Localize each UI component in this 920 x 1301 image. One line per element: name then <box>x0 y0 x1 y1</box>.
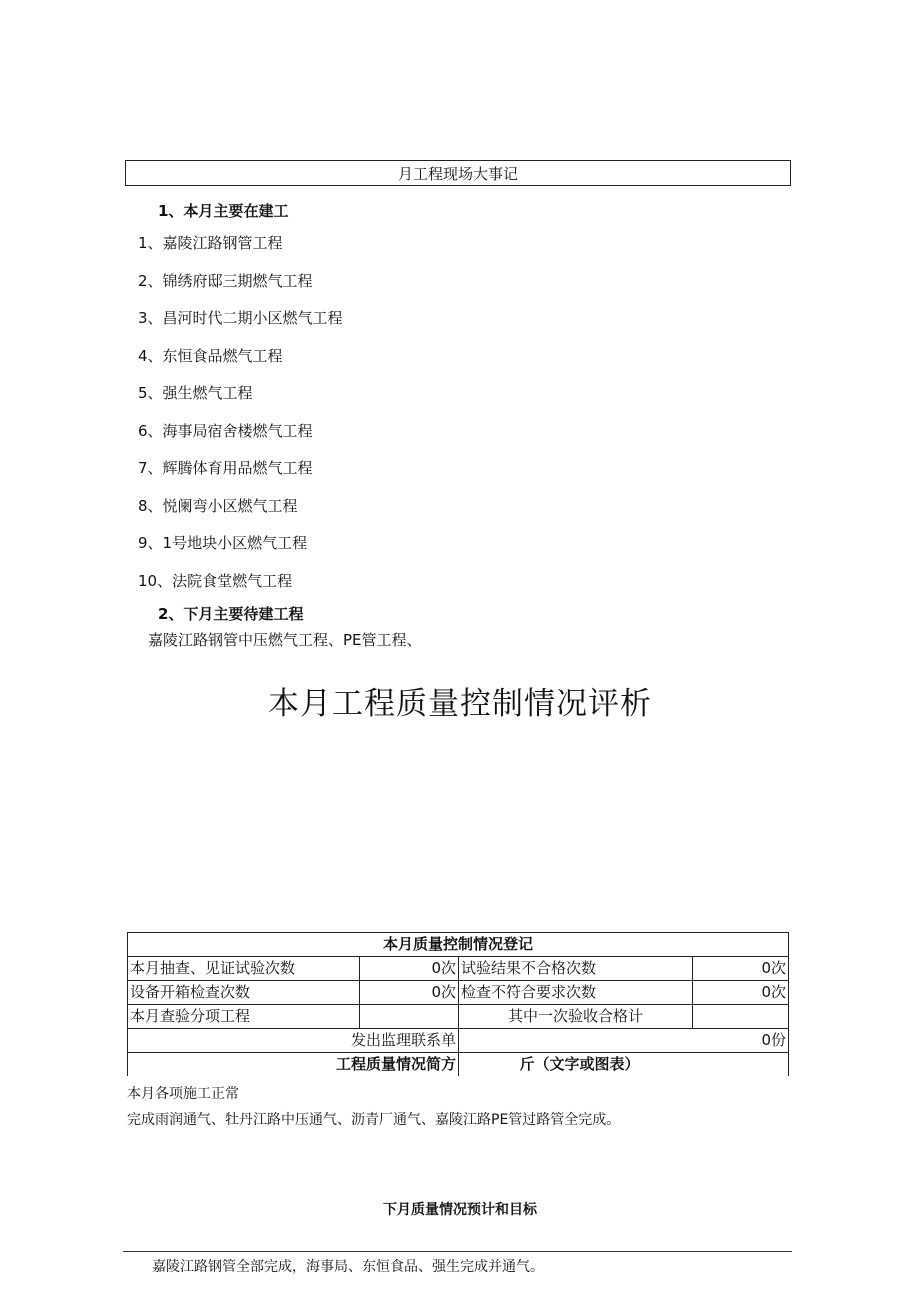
next-month-text: 嘉陵江路钢管全部完成，海事局、东恒食品、强生完成并通气。 <box>152 1259 544 1275</box>
table-row <box>128 1053 789 1077</box>
list-item: 1、嘉陵江路钢管工程 <box>138 234 283 252</box>
table-row <box>128 1029 789 1053</box>
events-box-title-text: 月工程现场大事记 <box>397 164 518 183</box>
cell-value: 0次 <box>693 957 789 981</box>
section1-heading: 1、本月主要在建工 <box>158 202 289 220</box>
divider <box>123 1251 792 1252</box>
table-title: 本月质量控制情况登记 <box>128 933 789 957</box>
cell-value: 0次 <box>693 981 789 1005</box>
cell-label: 本月抽查、见证试验次数 <box>128 957 360 981</box>
cell-label: 设备开箱检查次数 <box>128 981 360 1005</box>
cell-value: 0次 <box>360 957 459 981</box>
events-box-title <box>125 160 791 186</box>
cell-value <box>693 1005 789 1029</box>
main-title: 本月工程质量控制情况评析 <box>268 686 652 722</box>
section2-heading: 2、下月主要待建工程 <box>158 605 304 623</box>
list-item: 8、悦阑弯小区燃气工程 <box>138 496 298 515</box>
cell-label: 工程质量情况简方 <box>128 1053 459 1077</box>
cell-label: 其中一次验收合格计 <box>459 1005 693 1029</box>
cell-label: 发出监理联系单 <box>128 1029 459 1053</box>
table-row <box>128 1005 789 1029</box>
table-row <box>128 957 789 981</box>
list-item: 5、强生燃气工程 <box>138 384 253 402</box>
cell-value <box>360 1005 459 1029</box>
cell-value: 0次 <box>360 981 459 1005</box>
list-item: 7、辉腾体育用品燃气工程 <box>138 459 313 477</box>
cell-label: 检查不符合要求次数 <box>459 981 693 1005</box>
table-row <box>128 981 789 1005</box>
list-item: 2、锦绣府邸三期燃气工程 <box>138 271 313 290</box>
summary-line-1: 本月各项施工正常 <box>127 1086 239 1102</box>
section2-text: 嘉陵江路钢管中压燃气工程、PE管工程、 <box>148 631 422 649</box>
cell-label: 试验结果不合格次数 <box>459 957 693 981</box>
summary-line-2: 完成雨润通气、牡丹江路中压通气、沥青厂通气、嘉陵江路PE管过路管全完成。 <box>127 1112 621 1128</box>
list-item: 6、海事局宿舍楼燃气工程 <box>138 421 313 440</box>
cell-label: 斤（文字或图表） <box>459 1053 789 1077</box>
cell-value: 0份 <box>459 1029 789 1053</box>
list-item: 4、东恒食品燃气工程 <box>138 346 283 365</box>
list-item: 10、法院食堂燃气工程 <box>138 571 293 590</box>
quality-control-table <box>127 932 789 1076</box>
next-month-heading: 下月质量情况预计和目标 <box>383 1202 537 1218</box>
list-item: 9、1号地块小区燃气工程 <box>138 534 308 552</box>
list-item: 3、昌河时代二期小区燃气工程 <box>138 309 343 327</box>
cell-label: 本月查验分项工程 <box>128 1005 360 1029</box>
